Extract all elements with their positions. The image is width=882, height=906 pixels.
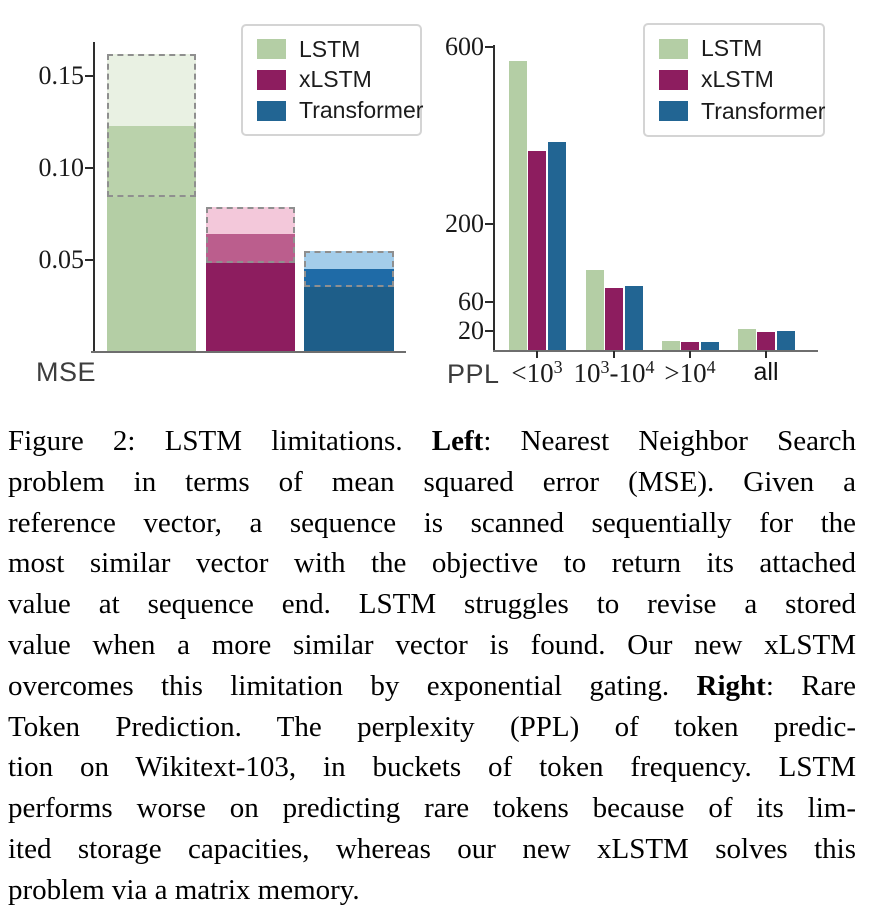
legend-item-lstm bbox=[659, 35, 809, 62]
bar-lstm bbox=[509, 61, 527, 351]
ppl-legend bbox=[643, 23, 825, 137]
caption-text: value when a more similar vector is found. Our new xLSTM bbox=[8, 628, 856, 661]
x-tick-mark bbox=[689, 351, 691, 358]
y-tick-mark bbox=[485, 223, 493, 225]
legend-label: Transformer bbox=[299, 97, 424, 124]
ppl-chart bbox=[430, 0, 882, 400]
y-tick-label: 20 bbox=[458, 315, 484, 345]
caption-text: Token Prediction. The perplexity (PPL) of token predic- bbox=[8, 710, 856, 743]
y-tick-label: 0.15 bbox=[38, 61, 84, 91]
legend-label: Transformer bbox=[701, 97, 826, 124]
legend-swatch-xlstm bbox=[659, 70, 688, 90]
caption-line bbox=[8, 503, 856, 544]
caption-line bbox=[8, 462, 856, 503]
caption-text: Figure 2: LSTM limitations. bbox=[8, 425, 432, 457]
caption-text: performs worse on predicting rare tokens because of its lim- bbox=[8, 792, 856, 825]
y-tick-label: 600 bbox=[445, 31, 484, 61]
bar-lstm bbox=[738, 329, 756, 351]
y-tick-mark bbox=[485, 301, 493, 303]
caption-text: overcomes this limitation by exponential gating. bbox=[8, 669, 697, 702]
x-tick-label-part: >10 bbox=[664, 358, 707, 388]
legend-swatch-lstm bbox=[659, 39, 688, 59]
caption-text: problem in terms of mean squared error (MSE). Given a bbox=[8, 465, 856, 498]
caption-text: : Nearest Neighbor Search bbox=[483, 425, 856, 457]
x-tick-label bbox=[574, 358, 655, 389]
y-axis-line bbox=[493, 45, 495, 351]
x-tick-label bbox=[753, 358, 778, 387]
y-tick-label: 60 bbox=[458, 287, 484, 317]
x-tick-label-part: 3 bbox=[600, 357, 610, 377]
caption-line bbox=[8, 829, 856, 870]
legend-label: xLSTM bbox=[299, 66, 372, 93]
x-tick-label-part: 4 bbox=[706, 357, 716, 377]
caption-line bbox=[8, 870, 856, 906]
bar-transformer bbox=[701, 342, 719, 351]
y-tick-label: 0.05 bbox=[38, 244, 84, 274]
figure-caption bbox=[8, 421, 856, 906]
caption-text: most similar vector with the objective to return its attached bbox=[8, 547, 856, 580]
caption-line bbox=[8, 421, 856, 462]
caption-line bbox=[8, 707, 856, 748]
bar-xlstm bbox=[681, 342, 699, 350]
x-tick-label bbox=[511, 358, 562, 389]
mse-axis-label: MSE bbox=[36, 357, 97, 387]
caption-line bbox=[8, 625, 856, 666]
caption-text: : Rare bbox=[765, 669, 856, 702]
x-tick-label-part: 10 bbox=[573, 358, 601, 388]
caption-bold-text: Right bbox=[696, 669, 766, 702]
bar-transformer bbox=[625, 286, 643, 350]
x-tick-label-part: -10 bbox=[609, 358, 646, 388]
y-tick-label: 0.10 bbox=[38, 153, 84, 182]
caption-line bbox=[8, 747, 856, 788]
legend-item-xlstm bbox=[659, 66, 809, 93]
x-tick-mark bbox=[536, 351, 538, 358]
caption-text: tion on Wikitext-103, in buckets of token frequency. LSTM bbox=[8, 751, 856, 784]
caption-text: ited storage capacities, whereas our new xLSTM solves this bbox=[8, 832, 856, 865]
caption-line bbox=[8, 666, 856, 707]
caption-bold-text: Left bbox=[431, 425, 484, 457]
legend-label: LSTM bbox=[299, 35, 361, 62]
y-tick-mark bbox=[485, 330, 493, 332]
caption-line bbox=[8, 543, 856, 584]
bar-lstm bbox=[586, 270, 604, 350]
x-tick-mark bbox=[765, 351, 767, 358]
x-tick-label-part: 3 bbox=[553, 357, 563, 377]
x-tick-label-part: <10 bbox=[511, 358, 554, 388]
caption-text: problem via a matrix memory. bbox=[8, 873, 360, 906]
legend-label: LSTM bbox=[701, 35, 763, 62]
x-tick-label-part: all bbox=[753, 358, 779, 386]
legend-item-transformer bbox=[659, 97, 826, 125]
bar-transformer bbox=[548, 142, 566, 351]
bar-lstm bbox=[662, 341, 680, 351]
bar-xlstm bbox=[757, 332, 775, 351]
caption-text: value at sequence end. LSTM struggles to revise a stored bbox=[8, 588, 856, 621]
caption-line bbox=[8, 788, 856, 829]
bar-transformer bbox=[777, 331, 795, 350]
x-tick-label-part: 4 bbox=[645, 357, 655, 377]
y-tick-label: 200 bbox=[445, 209, 484, 239]
x-tick-label bbox=[664, 358, 715, 389]
caption-line bbox=[8, 584, 856, 625]
caption-text: reference vector, a sequence is scanned sequentially for the bbox=[8, 506, 856, 539]
y-tick-mark bbox=[485, 46, 493, 48]
legend-swatch-transformer bbox=[659, 101, 688, 121]
legend-label: xLSTM bbox=[701, 66, 774, 93]
bar-xlstm bbox=[605, 288, 623, 350]
bar-xlstm bbox=[528, 151, 546, 351]
x-tick-mark bbox=[613, 351, 615, 358]
ppl-axis-label: PPL bbox=[447, 359, 500, 389]
